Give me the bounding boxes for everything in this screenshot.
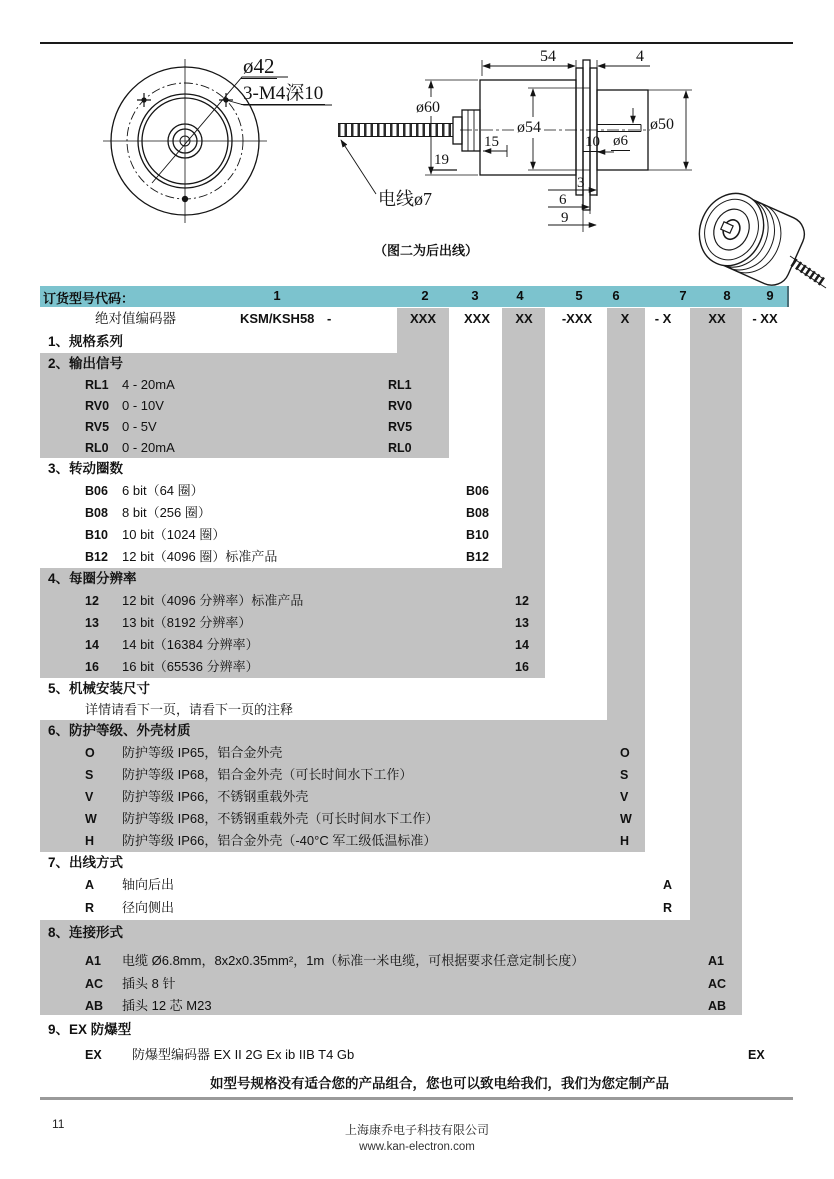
option-code-column: RV0: [388, 399, 413, 413]
code-placeholder-5: -XXX: [561, 311, 593, 326]
option-code-column: AC: [708, 977, 727, 991]
option-desc: 6 bit（64 圈）: [122, 483, 204, 498]
option-code-column: W: [620, 812, 632, 826]
dim-label-d54: ø54: [517, 119, 541, 136]
option-desc: 10 bit（1024 圈）: [122, 527, 226, 542]
option-code-column: 12: [515, 594, 529, 608]
cable-label: 电线ø7: [378, 189, 432, 209]
option-row: [40, 1044, 793, 1066]
code-placeholder-7: - X: [654, 311, 672, 326]
code-placeholder-4: XX: [515, 311, 533, 326]
option-desc: 4 - 20mA: [122, 377, 175, 392]
option-code: RV5: [85, 420, 110, 434]
option-desc: 防护等级 IP66，不锈钢重载外壳: [122, 789, 309, 804]
footer-company: 上海康乔电子科技有限公司: [344, 1123, 489, 1137]
option-row: [40, 634, 793, 656]
code-placeholder-2: XXX: [409, 311, 437, 326]
dim-label-d6: ø6: [613, 133, 628, 149]
dim-label-9: 9: [561, 210, 569, 226]
option-row: [40, 764, 793, 786]
option-desc: 电缆 Ø6.8mm，8x2x0.35mm²，1m（标准一米电缆，可根据要求任意定制长度）: [122, 953, 585, 968]
ordering-header-bar: [40, 286, 787, 307]
option-code-column: R: [663, 901, 673, 915]
option-code: B10: [85, 528, 108, 542]
column-number-2: 2: [421, 288, 429, 303]
option-row: [40, 480, 793, 502]
option-row: [40, 502, 793, 524]
code-placeholder-9: - XX: [752, 311, 778, 326]
product-model: KSM/KSH58: [240, 311, 315, 326]
option-row: [40, 786, 793, 808]
option-code: 12: [85, 594, 99, 608]
option-desc: 防护等级 IP68，不锈钢重载外壳（可长时间水下工作）: [122, 811, 439, 826]
option-row: [40, 950, 793, 972]
footer-website: www.kan-electron.com: [359, 1141, 475, 1153]
section2-title: 2、输出信号: [48, 356, 124, 371]
option-code: 13: [85, 616, 99, 630]
option-code-column: A: [663, 878, 673, 892]
option-desc: 13 bit（8192 分辨率）: [122, 615, 252, 630]
option-code-column: B06: [466, 484, 489, 498]
option-code: RV0: [85, 399, 110, 413]
option-code-column: B10: [466, 528, 489, 542]
option-code: B06: [85, 484, 108, 498]
column-number-6: 6: [612, 288, 620, 303]
option-desc: 0 - 10V: [122, 398, 164, 413]
option-row: [40, 874, 793, 896]
option-row: [40, 546, 793, 568]
page-number: 11: [52, 1117, 65, 1131]
code-placeholder-8: XX: [708, 311, 726, 326]
option-code: AB: [85, 999, 104, 1013]
option-code: 16: [85, 660, 99, 674]
column-number-4: 4: [516, 288, 524, 303]
option-row: [40, 656, 793, 678]
encoder-3d-view: [688, 183, 826, 292]
option-desc: 径向侧出: [122, 900, 175, 915]
custom-order-note: 如型号规格没有适合您的产品组合，您也可以致电给我们，我们为您定制产品: [210, 1076, 669, 1091]
dim-label-d50: ø50: [650, 116, 674, 133]
option-code: B08: [85, 506, 108, 520]
dim-label-19: 19: [434, 152, 449, 168]
option-code-column: A1: [708, 954, 724, 968]
column-number-5: 5: [575, 288, 583, 303]
product-name: 绝对值编码器: [95, 311, 176, 326]
dim-label-d60: ø60: [416, 99, 440, 116]
option-row: [40, 830, 793, 852]
option-desc: 插头 12 芯 M23: [122, 998, 212, 1013]
option-code: 14: [85, 638, 99, 652]
dim-label-4: 4: [636, 48, 644, 65]
figure-caption: （图二为后出线）: [374, 243, 479, 258]
option-desc: 插头 8 针: [122, 976, 176, 991]
option-code: S: [85, 768, 94, 782]
section5-title: 5、机械安装尺寸: [48, 681, 151, 696]
option-code-column: 16: [515, 660, 529, 674]
ordering-title: 订货型号代码：: [43, 291, 135, 306]
ordering-code-table: [40, 286, 793, 1098]
option-desc: 防护等级 IP68，铝合金外壳（可长时间水下工作）: [122, 767, 413, 782]
dim-label-3: 3: [577, 175, 585, 191]
option-row: [40, 590, 793, 612]
option-code: W: [85, 812, 97, 826]
column-number-1: 1: [273, 288, 281, 303]
dim-label-10: 10: [585, 134, 600, 150]
section6-title: 6、防护等级、外壳材质: [48, 723, 191, 738]
column-number-3: 3: [471, 288, 479, 303]
header-bar-edge: [787, 286, 789, 307]
option-code-column: O: [620, 746, 630, 760]
option-desc: 防爆型编码器 EX II 2G Ex ib IIB T4 Gb: [132, 1047, 355, 1062]
option-desc: 防护等级 IP65，铝合金外壳: [122, 745, 283, 760]
option-code: EX: [85, 1048, 102, 1062]
option-code: AC: [85, 977, 104, 991]
option-desc: 0 - 5V: [122, 419, 157, 434]
section3-title: 3、转动圈数: [48, 461, 124, 476]
option-desc: 12 bit（4096 分辨率）标准产品: [122, 593, 304, 608]
column-number-8: 8: [723, 288, 731, 303]
option-code-column: H: [620, 834, 630, 848]
column-number-7: 7: [679, 288, 687, 303]
dim-label-d42: ø42: [243, 54, 275, 78]
option-code: A: [85, 878, 95, 892]
option-code-column: AB: [708, 999, 727, 1013]
option-code-column: V: [620, 790, 629, 804]
option-code-column: S: [620, 768, 629, 782]
dim-label-6: 6: [559, 192, 567, 208]
option-row: [40, 374, 793, 396]
dim-label-54: 54: [540, 48, 556, 65]
option-row: [40, 612, 793, 634]
dim-label-15: 15: [484, 134, 499, 150]
option-code: H: [85, 834, 95, 848]
footer-divider: [40, 1097, 793, 1100]
option-row: [40, 897, 793, 919]
option-desc: 12 bit（4096 圈）标准产品: [122, 549, 278, 564]
code-placeholder-6: X: [620, 311, 630, 326]
option-code-column: RV5: [388, 420, 413, 434]
option-code: V: [85, 790, 94, 804]
option-code-column: EX: [748, 1048, 765, 1062]
option-code: R: [85, 901, 95, 915]
dim-label-3m4: 3-M4深10: [243, 83, 324, 104]
product-separator: -: [327, 311, 332, 326]
option-code: A1: [85, 954, 101, 968]
option-code: RL1: [85, 378, 109, 392]
option-code-column: RL1: [388, 378, 412, 392]
option-row: [40, 808, 793, 830]
option-desc: 16 bit（65536 分辨率）: [122, 659, 259, 674]
option-code-column: 13: [515, 616, 529, 630]
option-row: [40, 973, 793, 995]
section1-title: 1、规格系列: [48, 334, 124, 349]
option-row: [40, 995, 793, 1017]
code-placeholder-3: XXX: [463, 311, 491, 326]
section9-title: 9、EX 防爆型: [48, 1022, 132, 1037]
option-desc: 0 - 20mA: [122, 440, 175, 455]
option-code-column: 14: [515, 638, 529, 652]
section4-title: 4、每圈分辨率: [48, 571, 137, 586]
option-row: [40, 742, 793, 764]
option-desc: 8 bit（256 圈）: [122, 505, 211, 520]
option-row: [40, 437, 793, 459]
option-row: [40, 416, 793, 438]
option-code-column: RL0: [388, 441, 412, 455]
option-code: O: [85, 746, 95, 760]
option-code: B12: [85, 550, 108, 564]
section7-title: 7、出线方式: [48, 855, 124, 870]
section5-note: 详情请看下一页，请看下一页的注释: [85, 702, 294, 717]
option-desc: 14 bit（16384 分辨率）: [122, 637, 259, 652]
section8-title: 8、连接形式: [48, 925, 124, 940]
option-row: [40, 395, 793, 417]
option-row: [40, 524, 793, 546]
option-desc: 防护等级 IP66，铝合金外壳（-40°C 军工级低温标准）: [122, 833, 437, 848]
option-desc: 轴向后出: [122, 877, 175, 892]
option-code: RL0: [85, 441, 109, 455]
column-number-9: 9: [766, 288, 774, 303]
option-code-column: B12: [466, 550, 489, 564]
option-code-column: B08: [466, 506, 489, 520]
